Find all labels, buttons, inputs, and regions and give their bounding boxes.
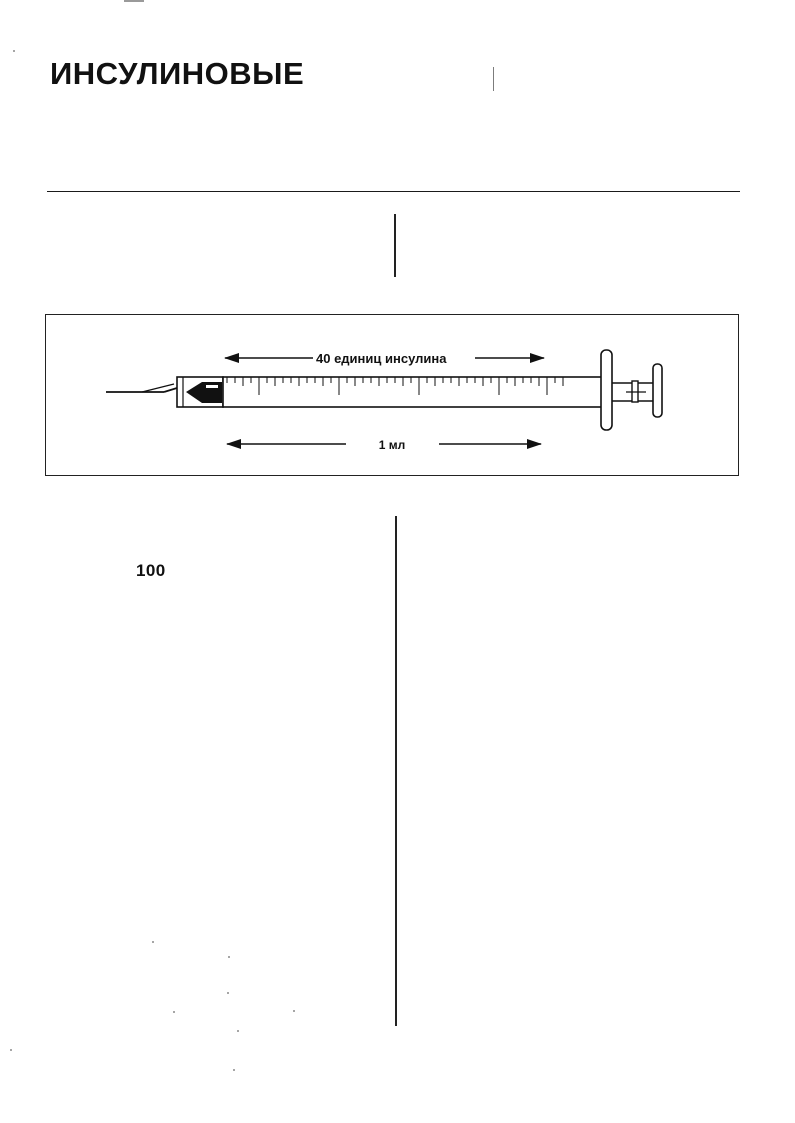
syringe-illustration (46, 315, 740, 477)
scan-speck (152, 941, 154, 943)
column-divider-bottom (395, 516, 397, 1026)
scan-speck (228, 956, 230, 958)
scan-speck (233, 1069, 235, 1071)
syringe-figure (45, 314, 739, 476)
scan-speck (173, 1011, 175, 1013)
syringe-hub (177, 377, 223, 407)
syringe-plunger (601, 350, 662, 430)
left-column-number: 100 (136, 561, 166, 580)
column-divider-top (394, 214, 396, 277)
needle (106, 384, 177, 392)
scan-speck (237, 1030, 239, 1032)
title-side-mark (493, 67, 494, 91)
top-dimension-label: 40 единиц инсулина (316, 351, 447, 366)
scan-speck (227, 992, 229, 994)
top-edge-mark (124, 0, 144, 2)
syringe-barrel (223, 377, 603, 407)
scan-speck (293, 1010, 295, 1012)
header-rule (47, 191, 740, 192)
bottom-dimension-label: 1 мл (378, 438, 406, 452)
page-title: ИНСУЛИНОВЫЕ (50, 56, 305, 91)
scan-speck (10, 1049, 12, 1051)
scan-speck (13, 50, 15, 52)
